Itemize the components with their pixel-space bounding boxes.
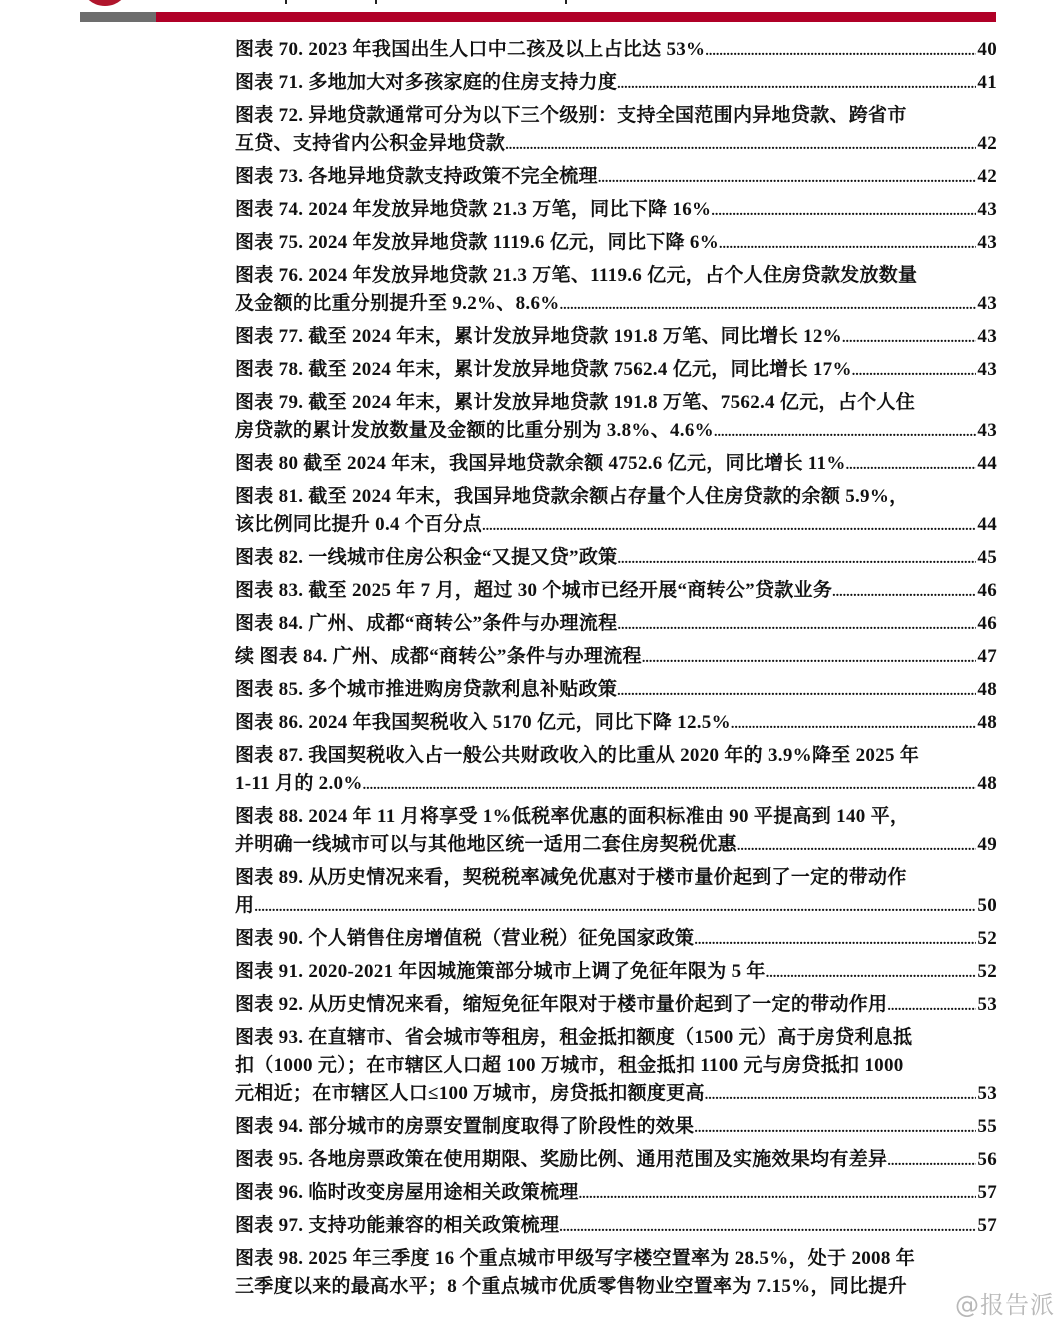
toc-entry-line — [235, 770, 997, 798]
toc-entry[interactable] — [235, 483, 997, 539]
toc-page-number[interactable]: 53 — [977, 1083, 997, 1104]
toc-entry[interactable] — [235, 1113, 997, 1141]
toc-entry-title: 图表 96. 临时改变房屋用途相关政策梳理 — [235, 1182, 579, 1203]
toc-leader-dots — [842, 325, 976, 351]
toc-entry[interactable] — [235, 69, 997, 97]
toc-entry-title: 图表 80 截至 2024 年末，我国异地贷款余额 4752.6 亿元，同比增长 11% — [235, 453, 846, 474]
toc-entry-title: 图表 75. 2024 年发放异地贷款 1119.6 亿元，同比下降 6% — [235, 232, 720, 253]
toc-entry[interactable] — [235, 709, 997, 737]
toc-leader-dots — [254, 894, 976, 920]
toc-entry-title: 互贷、支持省内公积金异地贷款 — [235, 133, 506, 154]
toc-entry-title: 图表 83. 截至 2025 年 7 月，超过 30 个城市已经开展“商转公”贷款业务 — [235, 580, 833, 601]
toc-leader-dots — [852, 358, 977, 384]
header-bar-red — [156, 12, 996, 22]
toc-leader-dots — [363, 772, 977, 798]
toc-entry-line — [235, 709, 997, 737]
toc-page-number[interactable]: 41 — [977, 72, 997, 93]
toc-entry-line — [235, 450, 997, 478]
toc-page-number[interactable]: 42 — [977, 166, 997, 187]
toc-entry-line — [235, 417, 997, 445]
toc-page-number[interactable]: 43 — [977, 326, 997, 347]
toc-entry-line — [235, 1113, 997, 1141]
toc-leader-dots — [579, 1181, 977, 1207]
toc-entry-line — [235, 356, 997, 384]
toc-page-number[interactable]: 43 — [977, 420, 997, 441]
toc-leader-dots — [731, 711, 976, 737]
toc-entry-line — [235, 864, 997, 892]
toc-entry[interactable] — [235, 676, 997, 704]
toc-leader-dots — [766, 960, 977, 986]
toc-leader-dots — [598, 165, 977, 191]
toc-entry-line — [235, 1273, 997, 1301]
toc-entry-line — [235, 892, 997, 920]
toc-entry-title: 及金额的比重分别提升至 9.2%、8.6% — [235, 293, 560, 314]
toc-entry[interactable] — [235, 610, 997, 638]
toc-page-number[interactable]: 43 — [977, 293, 997, 314]
toc-page-number[interactable]: 45 — [977, 547, 997, 568]
toc-entry[interactable] — [235, 229, 997, 257]
toc-entry[interactable] — [235, 163, 997, 191]
logo-text-fragment — [375, 0, 377, 4]
toc-page-number[interactable]: 49 — [977, 834, 997, 855]
toc-entry-title: 图表 74. 2024 年发放异地贷款 21.3 万笔，同比下降 16% — [235, 199, 712, 220]
toc-entry-title: 元相近；在市辖区人口≤100 万城市，房贷抵扣额度更高 — [235, 1083, 705, 1104]
toc-entry-line — [235, 262, 997, 290]
toc-entry[interactable] — [235, 544, 997, 572]
toc-page-number[interactable]: 44 — [977, 453, 997, 474]
toc-entry-title: 图表 85. 多个城市推进购房贷款利息补贴政策 — [235, 679, 618, 700]
toc-entry-title: 图表 95. 各地房票政策在使用期限、奖励比例、通用范围及实施效果均有差异 — [235, 1149, 888, 1170]
toc-page-number[interactable]: 46 — [977, 580, 997, 601]
toc-entry[interactable] — [235, 102, 997, 158]
toc-page-number[interactable]: 55 — [977, 1116, 997, 1137]
toc-entry-line — [235, 163, 997, 191]
toc-entry-line — [235, 229, 997, 257]
toc-leader-dots — [642, 645, 977, 671]
toc-entry-title: 图表 81. 截至 2024 年末，我国异地贷款余额占存量个人住房贷款的余额 5.9%， — [235, 486, 909, 507]
toc-entry-title: 房贷款的累计发放数量及金额的比重分别为 3.8%、4.6% — [235, 420, 714, 441]
toc-page-number[interactable]: 52 — [977, 928, 997, 949]
logo-text-fragment — [565, 0, 567, 4]
toc-leader-dots — [737, 833, 977, 859]
toc-entry[interactable] — [235, 323, 997, 351]
toc-entry-line — [235, 1212, 997, 1240]
toc-page-number[interactable]: 47 — [977, 646, 997, 667]
toc-entry[interactable] — [235, 991, 997, 1019]
toc-entry-line — [235, 323, 997, 351]
toc-leader-dots — [719, 231, 976, 257]
toc-page-number[interactable]: 46 — [977, 613, 997, 634]
toc-leader-dots — [482, 513, 976, 539]
toc-entry-title: 该比例同比提升 0.4 个百分点 — [235, 514, 483, 535]
toc-entry-title: 续 图表 84. 广州、成都“商转公”条件与办理流程 — [235, 646, 642, 667]
toc-page-number[interactable]: 50 — [977, 895, 997, 916]
toc-entry-line — [235, 36, 997, 64]
toc-page-number[interactable]: 43 — [977, 199, 997, 220]
toc-entry-line — [235, 610, 997, 638]
toc-entry-title: 图表 73. 各地异地贷款支持政策不完全梳理 — [235, 166, 598, 187]
toc-entry[interactable] — [235, 864, 997, 920]
toc-entry-line — [235, 483, 997, 511]
toc-leader-dots — [846, 452, 977, 478]
toc-entry-line — [235, 676, 997, 704]
toc-page-number[interactable]: 52 — [977, 961, 997, 982]
toc-entry[interactable] — [235, 262, 997, 318]
logo-text-fragment — [285, 0, 287, 4]
toc-entry-title: 图表 92. 从历史情况来看，缩短免征年限对于楼市量价起到了一定的带动作用 — [235, 994, 888, 1015]
toc-page-number[interactable]: 43 — [977, 232, 997, 253]
toc-entry[interactable] — [235, 577, 997, 605]
toc-entry-title: 1-11 月的 2.0% — [235, 773, 363, 794]
toc-entry-title: 图表 87. 我国契税收入占一般公共财政收入的比重从 2020 年的 3.9%降至 2025 年 — [235, 745, 920, 766]
toc-entry-title: 图表 71. 多地加大对多孩家庭的住房支持力度 — [235, 72, 618, 93]
table-of-figures — [235, 36, 997, 1306]
toc-entry-title: 图表 94. 部分城市的房票安置制度取得了阶段性的效果 — [235, 1116, 695, 1137]
toc-entry-line — [235, 389, 997, 417]
toc-page-number[interactable]: 43 — [977, 359, 997, 380]
header-bar-gray — [80, 12, 156, 22]
toc-leader-dots — [887, 993, 976, 1019]
toc-page-number[interactable]: 48 — [977, 712, 997, 733]
toc-page-number[interactable]: 57 — [977, 1182, 997, 1203]
toc-entry-title: 图表 82. 一线城市住房公积金“又提又贷”政策 — [235, 547, 618, 568]
toc-entry[interactable] — [235, 1179, 997, 1207]
toc-leader-dots — [832, 579, 976, 605]
toc-leader-dots — [617, 678, 976, 704]
toc-page-number[interactable]: 42 — [977, 133, 997, 154]
toc-entry-title: 图表 76. 2024 年发放异地贷款 21.3 万笔、1119.6 亿元，占个人住房贷款发放数量 — [235, 265, 918, 286]
toc-entry-title: 图表 84. 广州、成都“商转公”条件与办理流程 — [235, 613, 618, 634]
toc-page-number[interactable]: 56 — [977, 1149, 997, 1170]
toc-entry-line — [235, 1024, 997, 1052]
watermark: @报告派 — [955, 1291, 1055, 1319]
toc-entry-title: 图表 79. 截至 2024 年末，累计发放异地贷款 191.8 万笔、7562.4 亿元，占个人住 — [235, 392, 916, 413]
toc-entry-title: 图表 97. 支持功能兼容的相关政策梳理 — [235, 1215, 560, 1236]
toc-entry-title: 图表 72. 异地贷款通常可分为以下三个级别：支持全国范围内异地贷款、跨省市 — [235, 105, 907, 126]
toc-leader-dots — [617, 71, 976, 97]
toc-entry[interactable] — [235, 1245, 997, 1301]
toc-entry-title: 并明确一线城市可以与其他地区统一适用二套住房契税优惠 — [235, 834, 737, 855]
toc-leader-dots — [617, 546, 976, 572]
toc-entry-line — [235, 1245, 997, 1273]
toc-entry[interactable] — [235, 925, 997, 953]
toc-entry-line — [235, 925, 997, 953]
toc-entry-line — [235, 1146, 997, 1174]
toc-entry-line — [235, 643, 997, 671]
toc-entry-line — [235, 290, 997, 318]
toc-entry-line — [235, 102, 997, 130]
toc-entry-title: 扣（1000 元）；在市辖区人口超 100 万城市，租金抵扣 1100 元与房贷抵扣 1000 — [235, 1055, 904, 1076]
toc-entry-line — [235, 130, 997, 158]
toc-entry[interactable] — [235, 450, 997, 478]
toc-entry-title: 图表 78. 截至 2024 年末，累计发放异地贷款 7562.4 亿元，同比增长 17% — [235, 359, 852, 380]
toc-page-number[interactable]: 48 — [977, 773, 997, 794]
toc-entry-title: 图表 86. 2024 年我国契税收入 5170 亿元，同比下降 12.5% — [235, 712, 731, 733]
toc-entry-title: 图表 88. 2024 年 11 月将享受 1%低税率优惠的面积标准由 90 平提高到 140 平， — [235, 806, 910, 827]
toc-entry-title: 图表 70. 2023 年我国出生人口中二孩及以上占比达 53% — [235, 39, 706, 60]
toc-page-number[interactable]: 48 — [977, 679, 997, 700]
toc-entry[interactable] — [235, 389, 997, 445]
brand-logo-icon — [80, 0, 130, 6]
toc-entry-title: 三季度以来的最高水平；8 个重点城市优质零售物业空置率为 7.15%，同比提升 — [235, 1276, 907, 1297]
toc-entry[interactable] — [235, 958, 997, 986]
toc-entry[interactable] — [235, 643, 997, 671]
toc-entry-line — [235, 958, 997, 986]
toc-leader-dots — [711, 198, 976, 224]
toc-entry-line — [235, 1179, 997, 1207]
toc-entry[interactable] — [235, 1146, 997, 1174]
toc-entry-line — [235, 991, 997, 1019]
toc-leader-dots — [617, 612, 976, 638]
toc-entry[interactable] — [235, 356, 997, 384]
toc-entry[interactable] — [235, 1024, 997, 1108]
toc-entry-line — [235, 511, 997, 539]
toc-entry[interactable] — [235, 1212, 997, 1240]
toc-entry-line — [235, 577, 997, 605]
toc-leader-dots — [694, 927, 976, 953]
toc-leader-dots — [559, 1214, 976, 1240]
toc-leader-dots — [505, 132, 976, 158]
toc-leader-dots — [705, 1082, 977, 1108]
toc-entry-title: 图表 90. 个人销售住房增值税（营业税）征免国家政策 — [235, 928, 695, 949]
toc-entry-line — [235, 1052, 997, 1080]
toc-page-number[interactable]: 57 — [977, 1215, 997, 1236]
toc-leader-dots — [705, 38, 976, 64]
toc-entry-line — [235, 196, 997, 224]
toc-page-number[interactable]: 44 — [977, 514, 997, 535]
toc-entry-line — [235, 544, 997, 572]
toc-entry-line — [235, 69, 997, 97]
toc-leader-dots — [887, 1148, 976, 1174]
toc-entry[interactable] — [235, 803, 997, 859]
toc-entry-title: 图表 91. 2020-2021 年因城施策部分城市上调了免征年限为 5 年 — [235, 961, 766, 982]
toc-entry-title: 用 — [235, 895, 255, 916]
toc-entry-title: 图表 89. 从历史情况来看，契税税率减免优惠对于楼市量价起到了一定的带动作 — [235, 867, 907, 888]
toc-entry-line — [235, 803, 997, 831]
toc-entry[interactable] — [235, 196, 997, 224]
toc-page-number[interactable]: 53 — [977, 994, 997, 1015]
toc-entry-line — [235, 831, 997, 859]
toc-entry-line — [235, 1080, 997, 1108]
toc-leader-dots — [560, 292, 977, 318]
toc-entry-title: 图表 77. 截至 2024 年末，累计发放异地贷款 191.8 万笔、同比增长 12% — [235, 326, 842, 347]
toc-entry[interactable] — [235, 742, 997, 798]
toc-leader-dots — [714, 419, 976, 445]
toc-page-number[interactable]: 40 — [977, 39, 997, 60]
toc-leader-dots — [694, 1115, 976, 1141]
toc-entry-title: 图表 98. 2025 年三季度 16 个重点城市甲级写字楼空置率为 28.5%，处于 2008 年 — [235, 1248, 916, 1269]
toc-entry-line — [235, 742, 997, 770]
toc-entry-title: 图表 93. 在直辖市、省会城市等租房，租金抵扣额度（1500 元）高于房贷利息抵 — [235, 1027, 913, 1048]
toc-entry[interactable] — [235, 36, 997, 64]
